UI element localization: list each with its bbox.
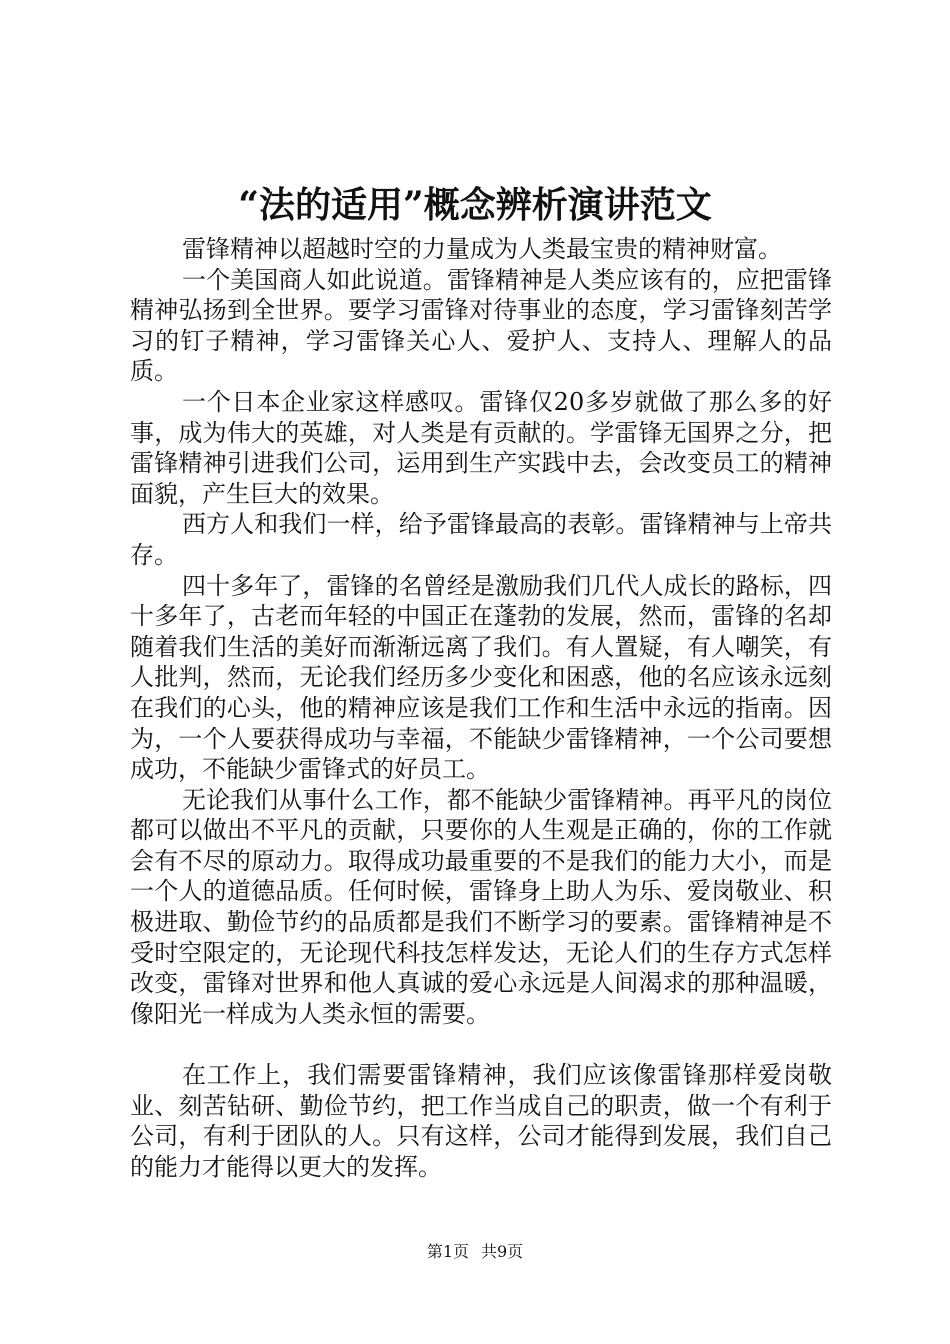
- page-footer: [0, 1240, 950, 1264]
- paragraph: 西方人和我们一样，给予雷锋最高的表彰。雷锋精神与上帝共存。: [130, 510, 832, 569]
- page-number: 第1页: [426, 1242, 469, 1261]
- paragraph: 一个日本企业家这样感叹。雷锋仅20多岁就做了那么多的好事，成为伟大的英雄，对人类是有贡献的。学雷锋无国界之分，把雷锋精神引进我们公司，运用到生产实践中去，会改变员工的精神面貌，产生巨大的效果。: [130, 387, 832, 508]
- paragraph: 无论我们从事什么工作，都不能缺少雷锋精神。再平凡的岗位都可以做出不平凡的贡献，只要你的人生观是正确的，你的工作就会有不尽的原动力。取得成功最重要的不是我们的能力大小，而是一个人的道德品质。任何时候，雷锋身上助人为乐、爱岗敬业、积极进取、勤俭节约的品质都是我们不断学习的要素。雷锋精神是不受时空限定的，无论现代科技怎样发达，无论人们的生存方式怎样改变，雷锋对世界和他人真诚的爱心永远是人间渴求的那种温暖，像阳光一样成为人类永恒的需要。: [130, 785, 832, 1028]
- paragraph: 四十多年了，雷锋的名曾经是激励我们几代人成长的路标，四十多年了，古老而年轻的中国正在蓬勃的发展，然而，雷锋的名却随着我们生活的美好而渐渐远离了我们。有人置疑，有人嘲笑，有人批判，然而，无论我们经历多少变化和困惑，他的名应该永远刻在我们的心头，他的精神应该是我们工作和生活中永远的指南。因为，一个人要获得成功与幸福，不能缺少雷锋精神，一个公司要想成功，不能缺少雷锋式的好员工。: [130, 571, 832, 784]
- document-body: [130, 234, 832, 1182]
- paragraph: 雷锋精神以超越时空的力量成为人类最宝贵的精神财富。: [182, 235, 782, 263]
- page-total: 共9页: [481, 1242, 524, 1261]
- paragraph: 一个美国商人如此说道。雷锋精神是人类应该有的，应把雷锋精神弘扬到全世界。要学习雷锋对待事业的态度，学习雷锋刻苦学习的钉子精神，学习雷锋关心人、爱护人、支持人、理解人的品质。: [130, 265, 832, 386]
- paragraph: 在工作上，我们需要雷锋精神，我们应该像雷锋那样爱岗敬业、刻苦钻研、勤俭节约，把工作当成自己的职责，做一个有利于公司，有利于团队的人。只有这样，公司才能得到发展，我们自己的能力才能得以更大的发挥。: [130, 1061, 832, 1181]
- document-title: “法的适用”概念辨析演讲范文: [238, 184, 712, 226]
